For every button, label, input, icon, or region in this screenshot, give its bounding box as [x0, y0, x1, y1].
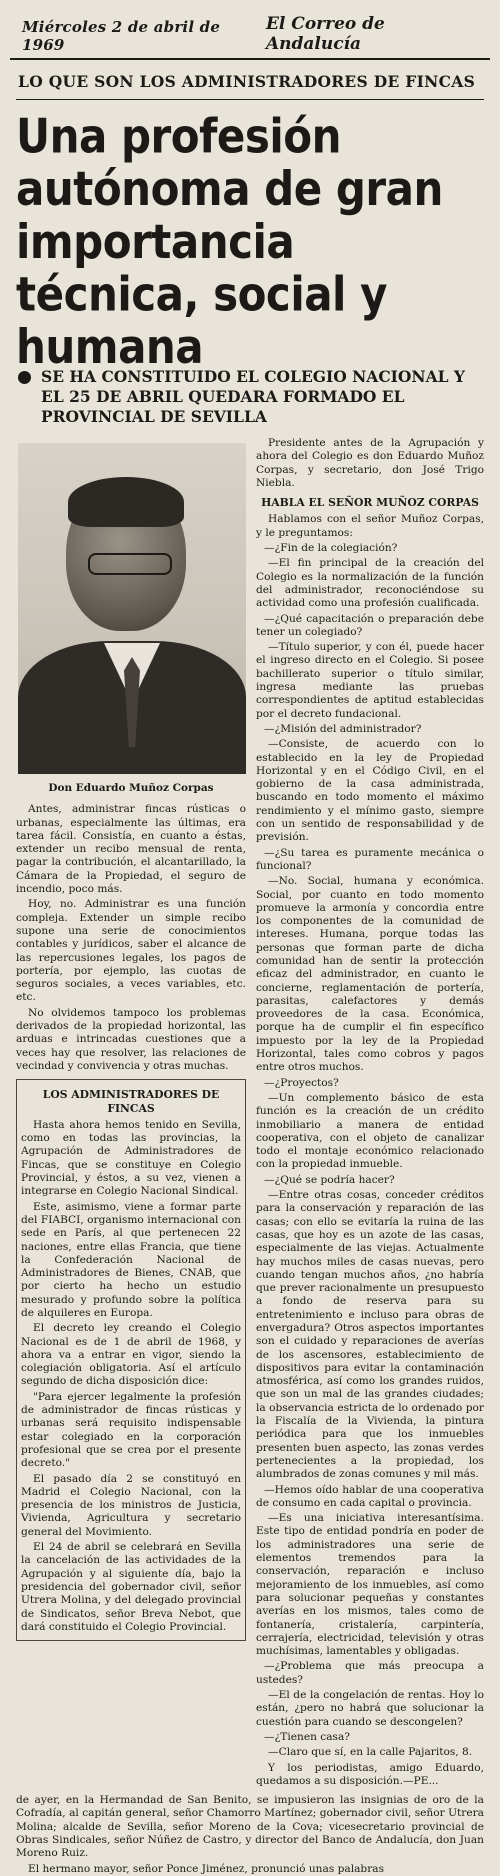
portrait-glasses: [88, 553, 172, 575]
section-heading: LOS ADMINISTRADORES DE FINCAS: [42, 1088, 220, 1115]
issue-date: Miércoles 2 de abril de 1969: [22, 18, 221, 54]
paragraph: No olvidemos tampoco los problemas derivados de la propiedad horizontal, las arduas e intrincadas cuestiones que a veces hay que resolver, las relaciones de vecindad y convivencia y otras muchas.: [16, 1006, 246, 1072]
paragraph: Presidente antes de la Agrupación y ahora del Colegio es don Eduardo Muñoz Corpas, y secretario, don José Trigo Niebla.: [256, 437, 484, 489]
answer: —El de la congelación de rentas. Hoy lo están, ¿pero no habrá que solucionar la cuestión para cuando se descongelen?: [256, 1689, 484, 1728]
masthead: [10, 14, 490, 60]
question: —¿Misión del administrador?: [264, 722, 422, 735]
paragraph: Hoy, no. Administrar es una función compleja. Extender un simple recibo supone una serie de conocimientos contables y jurídicos, saber el alcance de las repercusiones legales, los pagos de portería, por ejemplo, las cuotas de seguros sociales, a veces variables, etc. etc.: [16, 898, 246, 1004]
right-column: [256, 437, 484, 1790]
paragraph: El pasado día 2 se constituyó en Madrid el Colegio Nacional, con la presencia de los ministros de Justicia, Vivienda, Agricultura y secretario general del Movimiento.: [21, 1472, 241, 1538]
answer: —Título superior, y con él, puede hacer el ingreso directo en el Colegio. Si posee bachillerato superior o título similar, ingresa mediante las pruebas correspondientes de aptitud establecidas por el decreto fundacional.: [256, 641, 484, 720]
paragraph: Hasta ahora hemos tenido en Sevilla, como en todas las provincias, la Agrupación de Administradores de Fincas, que se constituye en Colegio Provincial, y éstos, a su vez, vienen a integrarse en Colegio Nacional Sindical.: [21, 1118, 241, 1198]
left-column: [16, 437, 246, 1790]
headline: Una profesión autónoma de gran importancia técnica, social y humana: [16, 108, 443, 375]
paragraph: Antes, administrar fincas rústicas o urbanas, especialmente las últimas, era tarea fácil. Consistía, en cuanto a éstas, extender un recibo mensual de renta, pagar la contribución, el alcantarillado, la Cámara de la Propiedad, el seguro de incendio, poco más.: [16, 803, 246, 896]
answer: —El fin principal de la creación del Colegio es la normalización de la función del administrador, reconociéndose su actividad como una profesión cualificada.: [256, 557, 484, 610]
answer: —Entre otras cosas, conceder créditos para la conservación y reparación de las casas; con ello se evitaría la ruina de las casas, que hoy es un azote de las casas, especialmente de las viejas. Actualmente hay muchos miles de casas nuevas, pero cuando tengan muchos años, ¿no habría que prever racionalmente un presupuesto a fondo de reserva para su entretenimiento e incluso para obras de envergadura? Otros aspectos importantes son el cuidado y reparaciones de averías de los ascensores, establecimiento de dispositivos para evitar la contaminación atmosférica, así como los grandes ruidos, que son un mal de las grandes ciudades; la observancia estricta de lo ordenado por la Fiscalía de la Vivienda, la pintura periódica para que los inmuebles presenten buen aspecto, las zonas verdes pertenecientes a la propiedad, los alumbrados de zonas comunes y mil más.: [256, 1189, 484, 1481]
answer: —Un complemento básico de esta función es la creación de un crédito inmobiliario a manera de entidad cooperativa, con el objeto de canalizar todo el montaje económico relacionado con la propiedad inmueble.: [256, 1091, 484, 1171]
paragraph: El 24 de abril se celebrará en Sevilla la cancelación de las actividades de la Agrupación y al siguiente día, bajo la presidencia del gobernador civil, señor Utrera Molina, y del delegado provincial de Sindicatos, señor Breva Nebot, que dará constituido el Colegio Provincial.: [21, 1541, 241, 1633]
newspaper-name: El Correo de Andalucía: [265, 14, 385, 54]
paragraph: Este, asimismo, viene a formar parte del FIABCI, organismo internacional con sede en París, al que pertenecen 22 naciones, entre ellas Francia, que tiene la Confederación Nacional de Administradores de Bienes, CNAB, que por cierto ha hecho un estudio mesurado y profundo sobre la política de alquileres en Europa.: [21, 1200, 241, 1319]
article-columns: [16, 437, 484, 1790]
paragraph: Hablamos con el señor Muñoz Corpas, y le preguntamos:: [256, 513, 484, 539]
kicker-rule: [16, 99, 484, 100]
subhead: [16, 367, 484, 427]
paragraph: El hermano mayor, señor Ponce Jiménez, pronunció unas palabras: [28, 1862, 385, 1875]
closing: Y los periodistas, amigo Eduardo, quedamos a su disposición.—PE...: [256, 1761, 484, 1787]
section-heading: HABLA EL SEÑOR MUÑOZ CORPAS: [261, 496, 479, 510]
subhead-text: SE HA CONSTITUIDO EL COLEGIO NACIONAL Y EL 25 DE ABRIL QUEDARA FORMADO EL PROVINCIAL DE SEVILLA: [41, 367, 465, 426]
boxed-section: [16, 1079, 246, 1641]
question: —¿Qué se podría hacer?: [264, 1173, 395, 1186]
answer: —Es una iniciativa interesantísima. Este tipo de entidad pondría en poder de los administradores una serie de elementos tremendos para la conservación, reparación e incluso mejoramiento de los inmuebles, así como para solucionar pequeñas y constantes averías en los mismos, tales como de fontanería, cristalería, carpintería, cerrajería, electricidad, televisión y otras muchísimas, lamentables y obligadas.: [256, 1512, 484, 1658]
question: —¿Proyectos?: [264, 1076, 339, 1089]
answer: —Claro que sí, en la calle Pajaritos, 8.: [268, 1746, 473, 1759]
paragraph: El decreto ley creando el Colegio Nacional es de 1 de abril de 1968, y ahora va a entrar en vigor, siendo la colegiación obligatoria. Así el artículo segundo de dicha disposición dice:: [21, 1322, 241, 1388]
question: —¿Su tarea es puramente mecánica o funcional?: [256, 846, 484, 872]
photo-caption: Don Eduardo Muñoz Corpas: [48, 782, 214, 794]
paragraph: de ayer, en la Hermandad de San Benito, se impusieron las insignias de oro de la Cofradía, al capitán general, señor Chamorro Martínez; gobernador civil, señor Utrera Molina; alcalde de Sevilla, señor Moreno de la Cova; vicesecretario provincial de Obras Sindicales, señor Núñez de Castro, y director del Banco de Andalucía, don Juan Moreno Ruiz.: [16, 1794, 484, 1860]
bottom-fragment: [16, 1794, 484, 1876]
answer: —No. Social, humana y económica. Social, por cuanto en todo momento promueve la armonía y concordia entre los componentes de la comunidad de intereses. Humana, porque todas las personas que forman parte de dicha comunidad han de sentir la protección eficaz del administrador, en cuanto le concierne, reglamentación de portería, parasitas, calefactores y demás proveedores de la casa. Económica, porque ha de cumplir el fin específico impuesto por la ley de la Propiedad Horizontal, tales como cobros y pagos entre otros muchos.: [256, 875, 484, 1074]
kicker: LO QUE SON LOS ADMINISTRADORES DE FINCAS: [18, 72, 476, 91]
question: —¿Tienen casa?: [264, 1730, 350, 1743]
portrait-photo: [18, 443, 246, 774]
quotation: "Para ejercer legalmente la profesión de administrador de fincas rústicas y urbanas será requisito indispensable estar colegiado en la corporación profesional que se crea por el presente decreto.": [21, 1390, 241, 1470]
answer: —Consiste, de acuerdo con lo establecido en la ley de Propiedad Horizontal y en el Código Civil, en el gobierno de la casa administrada, buscando en todo momento el máximo rendimiento y el mínimo gasto, siempre con un sentido de responsabilidad y de previsión.: [256, 738, 484, 844]
question: —¿Qué capacitación o preparación debe tener un colegiado?: [256, 612, 484, 638]
portrait-hair: [68, 477, 184, 527]
question: —Hemos oído hablar de una cooperativa de consumo en cada capital o provincia.: [256, 1483, 484, 1509]
question: —¿Fin de la colegiación?: [264, 542, 398, 555]
question: —¿Problema que más preocupa a ustedes?: [256, 1660, 484, 1686]
